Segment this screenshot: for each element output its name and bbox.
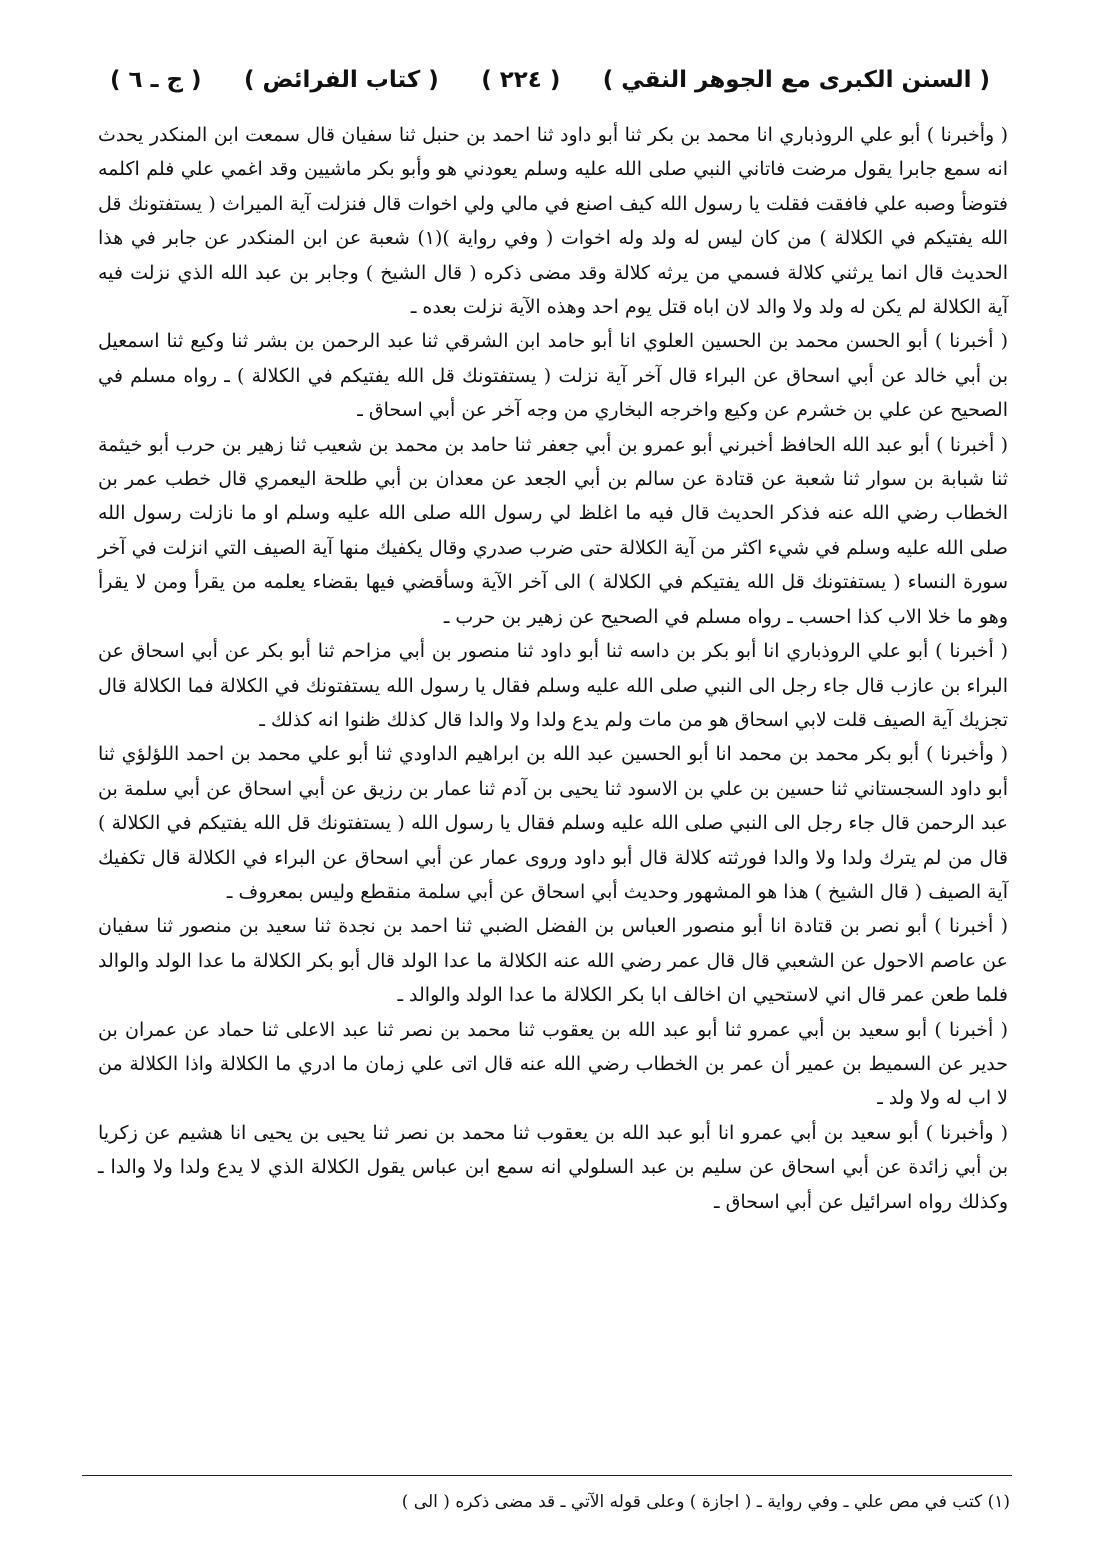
chapter-title: ( كتاب الفرائض ) (243, 67, 439, 93)
footnote: (١) كتب في مص علي ـ وفي رواية ـ ( اجازة ) وعلى قوله الآتي ـ قد مضى ذكره ( الى ) (401, 1492, 1010, 1512)
paragraph-5: ( وأخبرنا ) أبو بكر محمد بن محمد انا أبو الحسين عبد الله بن ابراهيم الداودي ثنا أبو علي محمد بن احمد اللؤلؤي ثنا أبو داود السجستاني ثنا حسين بن علي بن الاسود ثنا يحيى بن آدم ثنا عمار بن رزيق عن أبي اسحاق عن أبي سلمة بن عبد الرحمن قال جاء رجل الى النبي صلى الله عليه وسلم فقال يا رسول الله ( يستفتونك قل الله يفتيكم في الكلالة ) قال من لم يترك ولدا ولا والدا فورثته كلالة قال أبو داود وروى عمار عن أبي اسحاق عن البراء في الكلالة قال تكفيك آية الصيف ( قال الشيخ ) هذا هو المشهور وحديث أبي اسحاق عن أبي سلمة منقطع وليس بمعروف ـ (98, 743, 1008, 903)
volume-number: ( ج ـ ٦ ) (110, 67, 202, 93)
book-title: ( السنن الكبرى مع الجوهر النقي ) (602, 67, 990, 93)
paragraph-7: ( أخبرنا ) أبو سعيد بن أبي عمرو ثنا أبو عبد الله بن يعقوب ثنا محمد بن نصر ثنا عبد الاعلى ثنا حماد عن عمران بن حدير عن السميط بن عمير أن عمر بن الخطاب رضي الله عنه قال اتى علي زمان ما ادري ما الكلالة واذا الكلالة من لا اب له ولا ولد ـ (98, 1018, 1008, 1110)
paragraph-1: ( وأخبرنا ) أبو علي الروذباري انا محمد بن بكر ثنا أبو داود ثنا احمد بن حنبل ثنا سفيان قال سمعت ابن المنكدر يحدث انه سمع جابرا يقول مرضت فاتاني النبي صلى الله عليه وسلم يعودني هو وأبو بكر ماشيين وقد اغمي علي فلم اكلمه فتوضأ وصبه علي فافقت فقلت يا رسول الله كيف اصنع في مالي ولي اخوات قال فنزلت آية الميراث ( يستفتونك قل الله يفتيكم في الكلالة ) من كان ليس له ولد وله اخوات ( وفي رواية )(١) شعبة عن ابن المنكدر عن جابر في هذا الحديث قال انما يرثني كلالة فسمي من يرثه كلالة وقد مضى ذكره ( قال الشيخ ) وجابر بن عبد الله الذي نزلت فيه آية الكلالة لم يكن له ولد ولا والد لان اباه قتل يوم احد وهذه الآية نزلت بعده ـ (98, 124, 1008, 319)
main-text (98, 118, 1008, 1219)
paragraph-4: ( أخبرنا ) أبو علي الروذباري انا أبو بكر بن داسه ثنا أبو داود ثنا منصور بن أبي مزاحم ثنا أبو بكر عن أبي اسحاق عن البراء بن عازب قال جاء رجل الى النبي صلى الله عليه وسلم فقال يا رسول الله يستفتونك في الكلالة فما الكلالة قال تجزيك آية الصيف قلت لابي اسحاق هو من مات ولم يدع ولدا ولا والدا قال كذلك ظنوا انه كذلك ـ (98, 640, 1008, 731)
paragraph-3: ( أخبرنا ) أبو عبد الله الحافظ أخبرني أبو عمرو بن أبي جعفر ثنا حامد بن محمد بن شعيب ثنا زهير بن حرب أبو خيثمة ثنا شبابة بن سوار ثنا شعبة عن قتادة عن سالم بن أبي الجعد عن معدان بن أبي طلحة اليعمري قال خطب عمر بن الخطاب رضي الله عنه فذكر الحديث قال فيه ما اغلظ لي رسول الله صلى الله عليه وسلم او ما نازلت رسول الله صلى الله عليه وسلم في شيء اكثر من آية الكلالة حتى ضرب صدري وقال يكفيك منها آية الصيف التي انزلت في آخر سورة النساء ( يستفتونك قل الله يفتيكم في الكلالة ) الى آخر الآية وسأقضي فيها بقضاء يعلمه من يقرأ ومن لا يقرأ وهو ما خلا الاب كذا احسب ـ رواه مسلم في الصحيح عن زهير بن حرب ـ (98, 433, 1008, 628)
paragraph-8: ( وأخبرنا ) أبو سعيد بن أبي عمرو انا أبو عبد الله بن يعقوب ثنا محمد بن نصر ثنا يحيى بن يحيى انا هشيم عن زكريا بن أبي زائدة عن أبي اسحاق عن سليم بن عبد السلولي انه سمع ابن عباس يقول الكلالة الذي لا يدع ولدا ولا والدا ـ وكذلك رواه اسرائيل عن أبي اسحاق ـ (98, 1121, 1008, 1213)
page-number: ( ٢٢٤ ) (481, 67, 561, 93)
paragraph-6: ( أخبرنا ) أبو نصر بن قتادة انا أبو منصور العباس بن الفضل الضبي ثنا احمد بن نجدة ثنا سعيد بن منصور ثنا سفيان عن عاصم الاحول عن الشعبي قال قال عمر رضي الله عنه الكلالة ما عدا الولد قال أبو بكر الكلالة ما عدا الولد والوالد فلما طعن عمر قال اني لاستحيي ان اخالف ابا بكر الكلالة ما عدا الولد والوالد ـ (98, 915, 1008, 1007)
paragraph-2: ( أخبرنا ) أبو الحسن محمد بن الحسين العلوي انا أبو حامد ابن الشرقي ثنا عبد الرحمن بن بشر ثنا وكيع ثنا اسمعيل بن أبي خالد عن أبي اسحاق عن البراء قال آخر آية نزلت ( يستفتونك قل الله يفتيكم في الكلالة ) ـ رواه مسلم في الصحيح عن علي بن خشرم عن وكيع واخرجه البخاري من وجه آخر عن أبي اسحاق ـ (98, 330, 1008, 422)
running-header (110, 58, 990, 102)
footnote-divider (82, 1475, 1012, 1476)
